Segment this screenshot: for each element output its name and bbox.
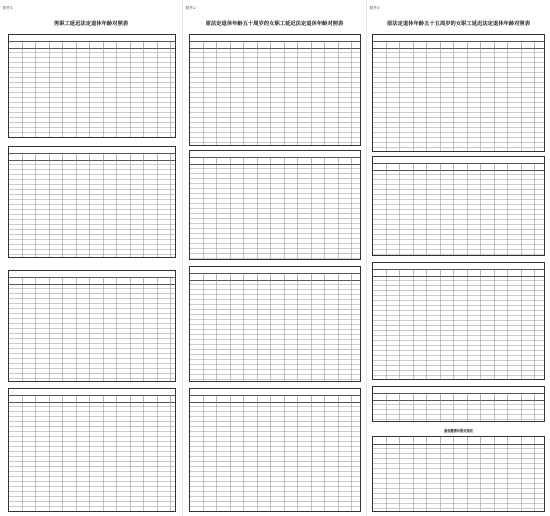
table-block — [189, 34, 361, 146]
min-contribution-title: 最低缴费年限对照表 — [444, 429, 473, 433]
table-rows — [190, 280, 360, 381]
annex-label: 附件2： — [186, 6, 199, 10]
table-rows — [373, 170, 544, 255]
page-title: 男职工延迟法定退休年龄对照表 — [53, 21, 129, 27]
table-block — [372, 156, 545, 256]
table-rows — [373, 444, 544, 511]
table-block — [189, 388, 361, 512]
table-block — [8, 146, 176, 258]
table-rows — [190, 164, 360, 259]
table-block — [372, 386, 545, 422]
table-block — [189, 266, 361, 382]
annex-label: 附件1： — [3, 6, 16, 10]
annex-label: 附件3： — [370, 6, 383, 10]
table-rows — [373, 48, 544, 151]
page-title: 原法定退休年龄五十周岁的女职工延迟法定退休年龄对照表 — [205, 21, 344, 27]
min-contribution-table — [372, 436, 545, 512]
page-annex-2 — [183, 0, 367, 516]
table-block — [372, 262, 545, 380]
table-rows — [190, 48, 360, 145]
table-rows — [9, 160, 175, 257]
table-block — [8, 270, 176, 382]
table-rows — [373, 276, 544, 379]
table-rows — [9, 48, 175, 137]
table-block — [8, 388, 176, 512]
page-annex-1 — [0, 0, 183, 516]
table-rows — [9, 402, 175, 511]
table-block — [8, 34, 176, 138]
table-block — [372, 34, 545, 152]
page-title: 原法定退休年龄五十五周岁的女职工延迟法定退休年龄对照表 — [386, 21, 531, 27]
table-rows — [190, 402, 360, 511]
table-rows — [9, 284, 175, 381]
page-annex-3 — [367, 0, 550, 516]
table-rows — [373, 400, 544, 421]
table-block — [189, 150, 361, 260]
